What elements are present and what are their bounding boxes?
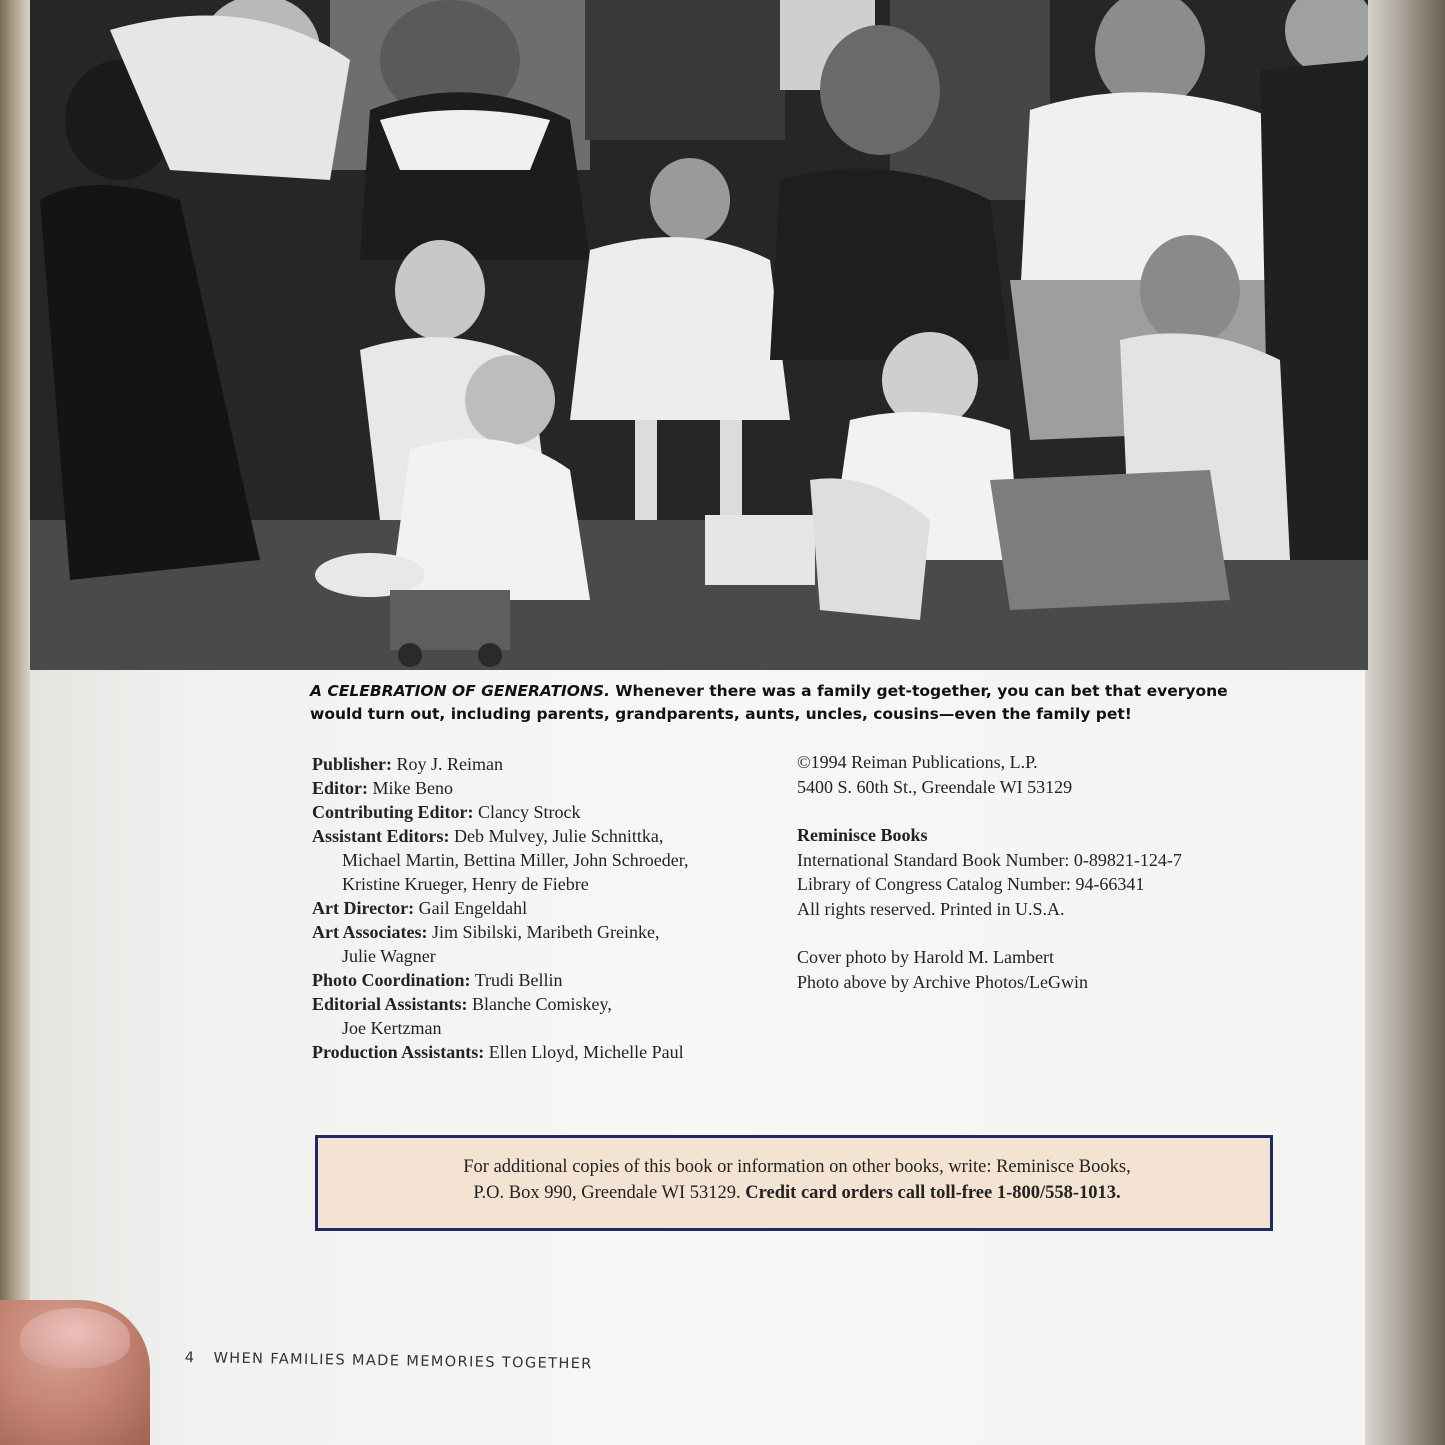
credit-row: Publisher: Roy J. Reiman — [312, 754, 504, 774]
credit-row: Joe Kertzman — [342, 1018, 442, 1038]
order-line1: For additional copies of this book or information on other books, write: Reminisce Books, — [463, 1157, 1131, 1177]
credit-row: Julie Wagner — [342, 946, 436, 966]
book-spine-edge — [0, 0, 30, 1445]
credit-row: Contributing Editor: Clancy Strock — [312, 802, 581, 822]
imprint-name: Reminisce Books — [797, 825, 928, 845]
credit-row: Art Associates: Jim Sibilski, Maribeth Greinke, — [312, 922, 660, 942]
credit-row: Production Assistants: Ellen Lloyd, Michelle Paul — [312, 1042, 684, 1062]
copyright-line: ©1994 Reiman Publications, L.P. — [797, 752, 1038, 772]
credit-row: Michael Martin, Bettina Miller, John Schroeder, — [342, 850, 689, 870]
rights-line: All rights reserved. Printed in U.S.A. — [797, 898, 1065, 919]
book-title-footer: WHEN FAMILIES MADE MEMORIES TOGETHER — [213, 1350, 593, 1373]
credit-row: Assistant Editors: Deb Mulvey, Julie Schnittka, — [312, 826, 664, 846]
family-gathering-photo — [30, 0, 1368, 670]
credit-row: Photo Coordination: Trudi Bellin — [312, 970, 563, 990]
credit-row: Editorial Assistants: Blanche Comiskey, — [312, 994, 612, 1014]
address-line: 5400 S. 60th St., Greendale WI 53129 — [797, 776, 1073, 797]
caption-lead: A CELEBRATION OF GENERATIONS. — [310, 682, 610, 700]
lccn-line: Library of Congress Catalog Number: 94-66341 — [797, 874, 1145, 894]
publication-info — [797, 750, 1317, 1018]
imprint-block — [797, 823, 1317, 921]
staff-credits — [312, 752, 782, 1064]
caption-line1: Whenever there was a family get-together, you can bet that everyone — [610, 682, 1228, 700]
cover-photo-credit: Cover photo by Harold M. Lambert — [797, 947, 1054, 967]
order-line2: P.O. Box 990, Greendale WI 53129. — [473, 1183, 741, 1203]
order-info-text — [338, 1154, 1256, 1206]
order-phone: Credit card orders call toll-free 1-800/558-1013. — [740, 1183, 1121, 1203]
book-right-edge — [1365, 0, 1445, 1445]
credit-row: Editor: Mike Beno — [312, 778, 453, 798]
photo-credits-block — [797, 945, 1317, 994]
photo-caption — [310, 680, 1370, 726]
thumbnail-nail — [20, 1308, 130, 1368]
credit-row: Kristine Krueger, Henry de Fiebre — [342, 874, 589, 894]
copyright-block — [797, 750, 1317, 799]
caption-line2: would turn out, including parents, grandparents, aunts, uncles, cousins—even the family pet! — [310, 705, 1132, 723]
photo-above-credit: Photo above by Archive Photos/LeGwin — [797, 971, 1088, 992]
credit-row: Art Director: Gail Engeldahl — [312, 898, 528, 918]
page-number: 4 — [184, 1350, 196, 1367]
isbn-line: International Standard Book Number: 0-89821-124-7 — [797, 849, 1182, 870]
order-info-box — [315, 1135, 1273, 1231]
